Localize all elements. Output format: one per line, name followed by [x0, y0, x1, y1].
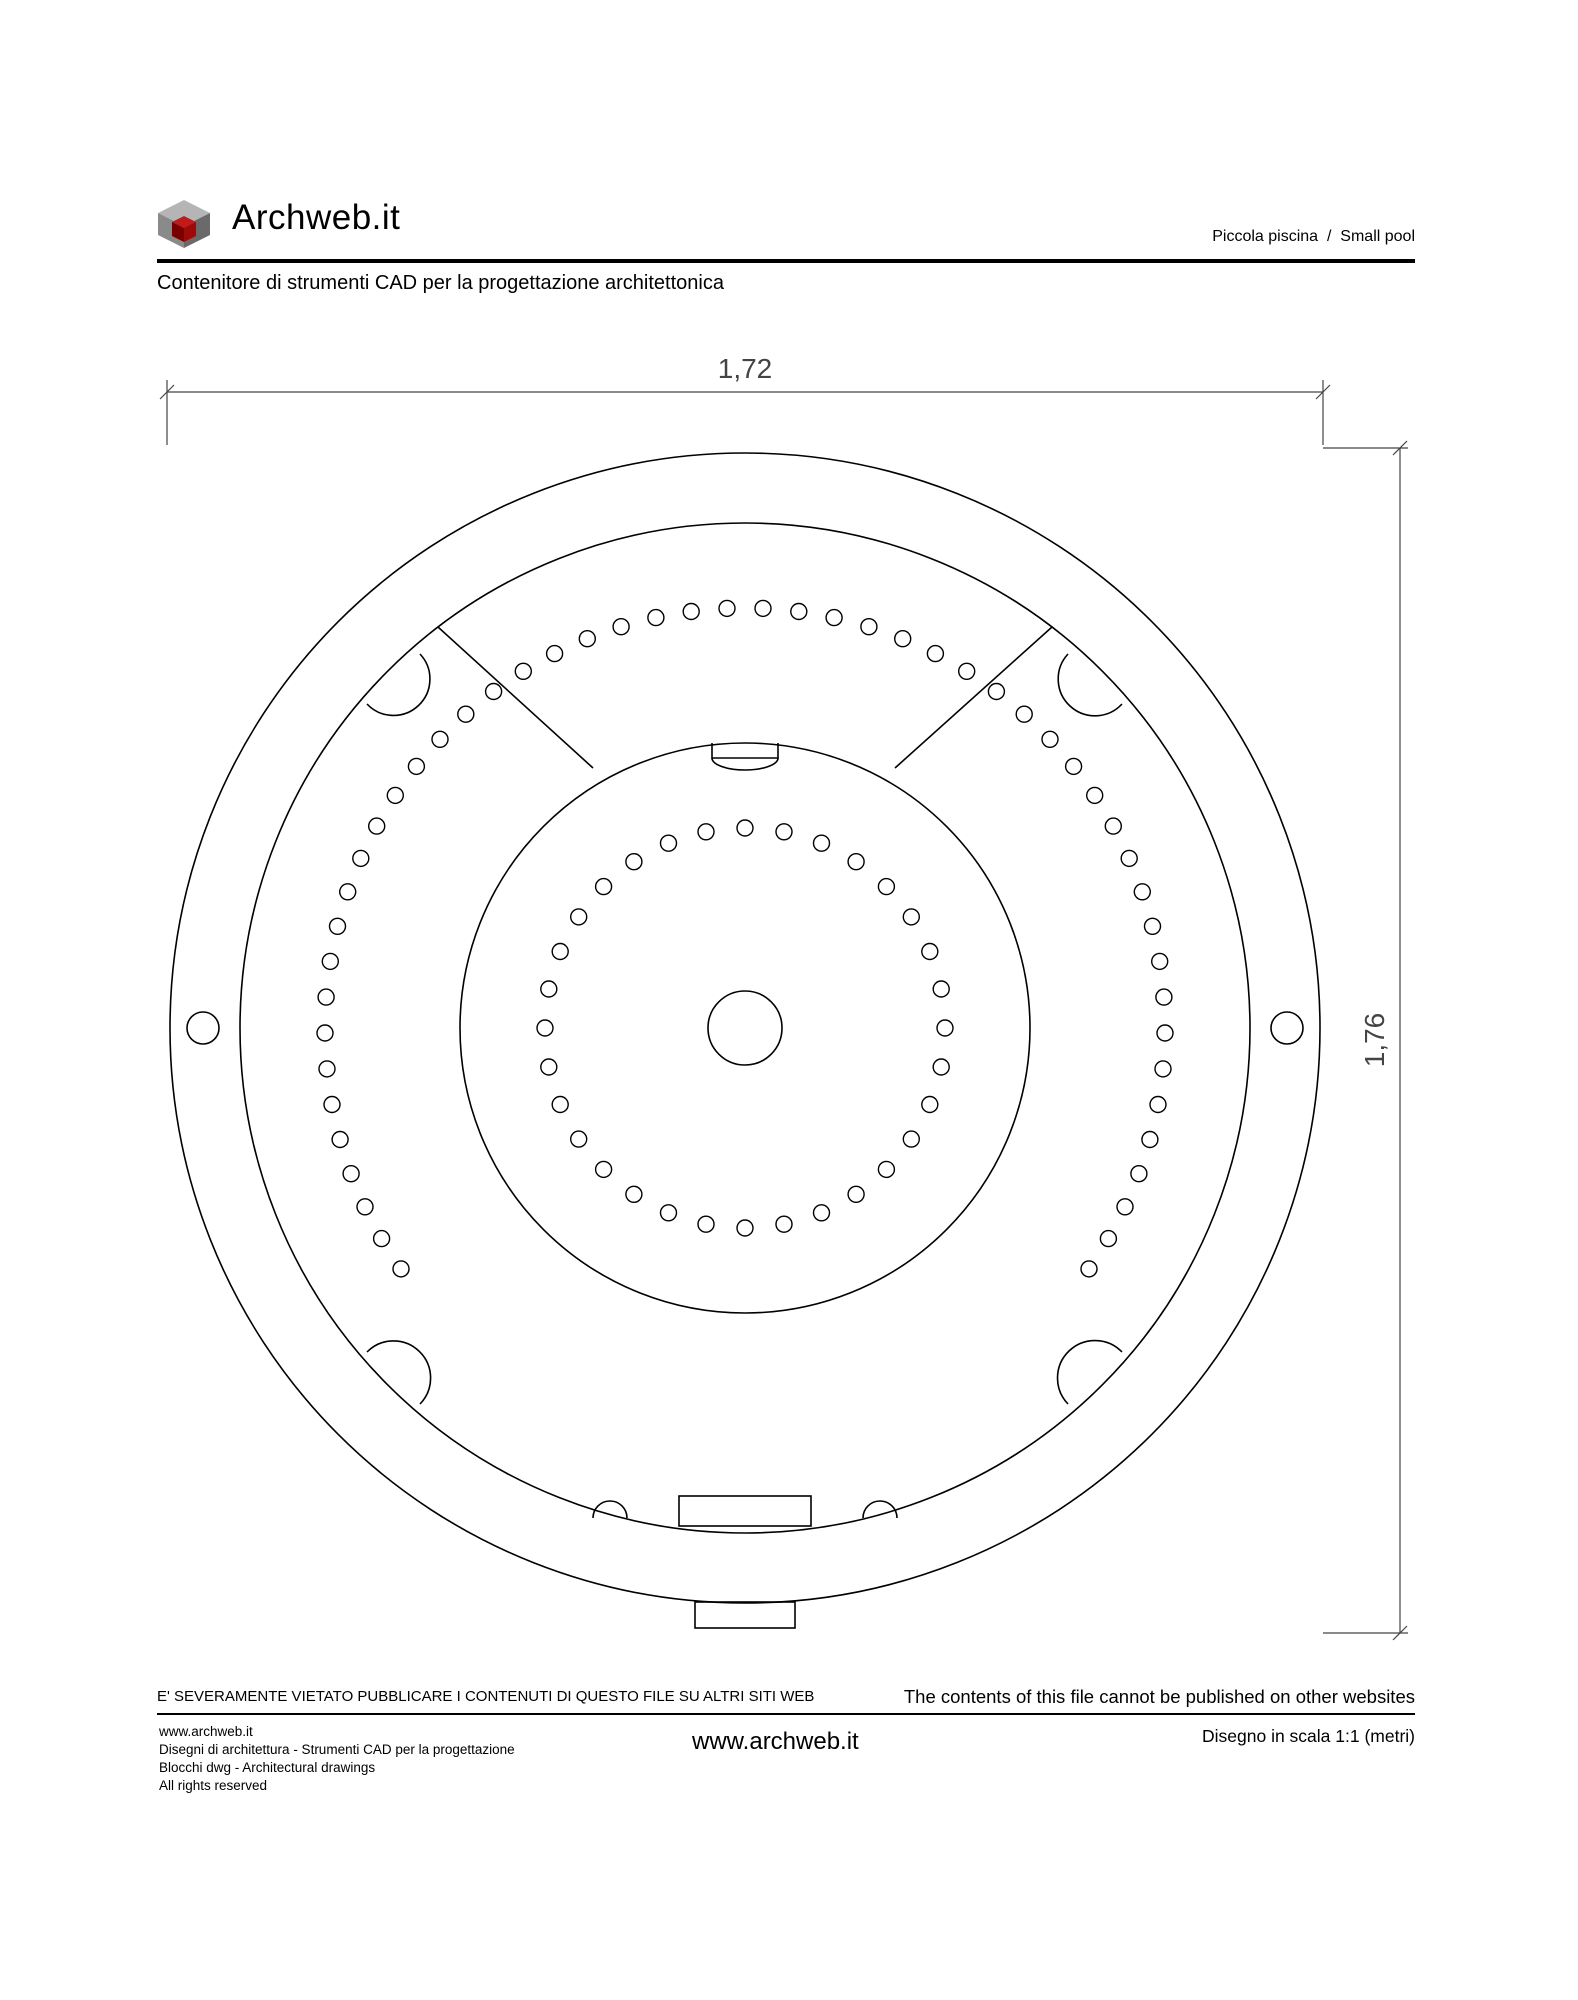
jet-nozzle-icon	[903, 1131, 919, 1147]
jet-nozzle-icon	[547, 646, 563, 662]
jet-nozzle-icon	[1157, 1025, 1173, 1041]
jet-nozzle-icon	[719, 600, 735, 616]
jet-nozzle-icon	[1152, 953, 1168, 969]
jet-nozzle-icon	[1121, 850, 1137, 866]
skimmer-box	[679, 1496, 811, 1526]
subtitle: Contenitore di strumenti CAD per la progettazione architettonica	[157, 272, 724, 294]
jet-nozzle-icon	[1016, 706, 1032, 722]
jet-nozzle-icon	[1066, 758, 1082, 774]
jet-nozzle-icon	[393, 1261, 409, 1277]
copyright-warning-en: The contents of this file cannot be published on other websites	[903, 1686, 1415, 1707]
footer-line: Blocchi dwg - Architectural drawings	[159, 1760, 376, 1775]
jet-nozzle-icon	[698, 1216, 714, 1232]
jet-nozzle-icon	[895, 631, 911, 647]
copyright-warning-it: E' SEVERAMENTE VIETATO PUBBLICARE I CONTENUTI DI QUESTO FILE SU ALTRI SITI WEB	[157, 1688, 815, 1705]
jet-nozzle-icon	[791, 604, 807, 620]
jet-nozzle-icon	[458, 706, 474, 722]
jet-nozzle-icon	[537, 1020, 553, 1036]
outer-rim	[170, 453, 1320, 1603]
jet-nozzle-icon	[1042, 731, 1058, 747]
headrest-top-right	[1058, 654, 1122, 716]
jet-nozzle-icon	[922, 944, 938, 960]
height-dimension-label: 1,76	[1359, 1012, 1390, 1068]
jet-nozzle-icon	[1150, 1097, 1166, 1113]
jet-nozzle-icon	[369, 818, 385, 834]
jet-nozzle-icon	[1155, 1061, 1171, 1077]
jet-nozzle-icon	[541, 1059, 557, 1075]
jet-nozzle-icon	[1156, 989, 1172, 1005]
headrest-bottom-right	[1058, 1341, 1122, 1404]
headrest-top-left	[367, 654, 430, 715]
jet-nozzle-icon	[343, 1166, 359, 1182]
jet-nozzle-icon	[683, 604, 699, 620]
jet-nozzle-icon	[541, 981, 557, 997]
jet-nozzle-icon	[1145, 918, 1161, 934]
jet-nozzle-icon	[937, 1020, 953, 1036]
jet-nozzle-icon	[318, 989, 334, 1005]
jet-nozzle-icon	[861, 619, 877, 635]
jet-nozzle-icon	[486, 684, 502, 700]
jet-nozzle-icon	[387, 787, 403, 803]
jet-nozzle-icon	[1142, 1132, 1158, 1148]
jet-nozzle-icon	[988, 684, 1004, 700]
jet-nozzle-icon	[571, 909, 587, 925]
footer-credits	[159, 1723, 515, 1795]
jet-nozzle-icon	[596, 879, 612, 895]
jet-nozzle-icon	[848, 854, 864, 870]
jet-nozzle-icon	[317, 1025, 333, 1041]
jet-nozzle-icon	[1081, 1261, 1097, 1277]
central-drain-icon	[708, 991, 782, 1065]
outer-step	[695, 1602, 795, 1628]
jet-nozzle-icon	[903, 909, 919, 925]
footer-website: www.archweb.it	[692, 1728, 859, 1755]
jet-nozzle-icon	[1100, 1231, 1116, 1247]
footer-line: All rights reserved	[159, 1778, 268, 1793]
jet-nozzle-icon	[776, 1216, 792, 1232]
jet-nozzle-icon	[322, 953, 338, 969]
rim-light-left	[187, 1012, 219, 1044]
jet-nozzle-icon	[698, 824, 714, 840]
jet-nozzle-icon	[552, 944, 568, 960]
jet-nozzle-icon	[661, 1205, 677, 1221]
jet-nozzle-icon	[596, 1161, 612, 1177]
jet-nozzle-icon	[340, 884, 356, 900]
jet-nozzle-icon	[613, 619, 629, 635]
drawing-title: Piccola piscina / Small pool	[1212, 228, 1415, 245]
left-seat-wedge	[438, 627, 593, 768]
jet-nozzle-icon	[1105, 818, 1121, 834]
jet-nozzle-icon	[357, 1199, 373, 1215]
jet-nozzle-icon	[332, 1132, 348, 1148]
jet-nozzle-icon	[848, 1186, 864, 1202]
jet-nozzle-icon	[878, 1161, 894, 1177]
jet-nozzle-icon	[661, 835, 677, 851]
jet-nozzle-icon	[878, 879, 894, 895]
jet-nozzle-icon	[1134, 884, 1150, 900]
inner-basin	[240, 523, 1250, 1533]
jet-nozzle-icon	[933, 1059, 949, 1075]
footer-line: www.archweb.it	[159, 1724, 253, 1739]
jet-nozzle-icon	[552, 1097, 568, 1113]
jet-nozzle-icon	[374, 1231, 390, 1247]
jet-nozzle-icon	[927, 646, 943, 662]
brand-name: Archweb.it	[232, 198, 401, 237]
jet-nozzle-icon	[648, 610, 664, 626]
jet-nozzle-icon	[814, 835, 830, 851]
footer-rule	[157, 1713, 1415, 1715]
jet-nozzle-icon	[737, 820, 753, 836]
jet-nozzle-icon	[432, 731, 448, 747]
platform-step	[712, 743, 778, 758]
jet-nozzle-icon	[1087, 787, 1103, 803]
jet-nozzle-icon	[626, 1186, 642, 1202]
jet-nozzle-icon	[571, 1131, 587, 1147]
jet-nozzle-icon	[353, 850, 369, 866]
drawing-scale: Disegno in scala 1:1 (metri)	[1202, 1726, 1415, 1746]
jet-nozzle-icon	[408, 758, 424, 774]
rim-light-right	[1271, 1012, 1303, 1044]
jet-nozzle-icon	[776, 824, 792, 840]
jet-nozzle-icon	[755, 600, 771, 616]
jet-nozzle-icon	[626, 854, 642, 870]
jet-nozzle-icon	[324, 1097, 340, 1113]
width-dimension-label: 1,72	[717, 353, 773, 384]
jet-nozzle-icon	[737, 1220, 753, 1236]
jet-nozzle-icon	[330, 918, 346, 934]
jet-nozzle-icon	[515, 663, 531, 679]
central-platform	[460, 743, 1030, 1313]
jet-nozzle-icon	[319, 1061, 335, 1077]
jet-nozzle-icon	[922, 1097, 938, 1113]
jet-nozzle-icon	[959, 663, 975, 679]
footer-line: Disegni di architettura - Strumenti CAD per la progettazione	[159, 1742, 515, 1757]
jet-nozzle-icon	[814, 1205, 830, 1221]
jet-nozzle-icon	[1117, 1199, 1133, 1215]
jet-nozzle-icon	[579, 631, 595, 647]
right-seat-wedge	[895, 627, 1052, 768]
jet-nozzle-icon	[826, 610, 842, 626]
jet-nozzle-icon	[933, 981, 949, 997]
jet-nozzle-icon	[1131, 1166, 1147, 1182]
